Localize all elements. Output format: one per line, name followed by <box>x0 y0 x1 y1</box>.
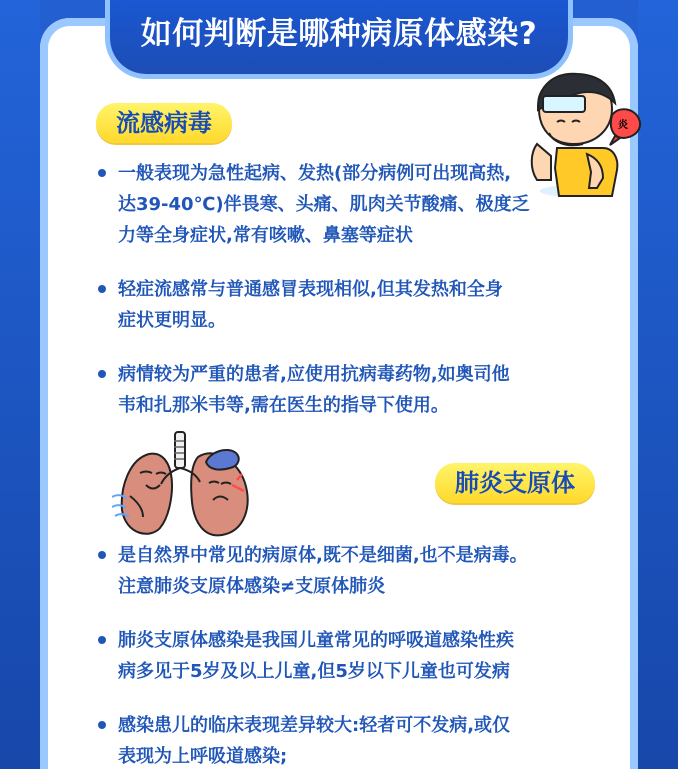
mycoplasma-bullet-2 <box>98 625 623 687</box>
influenza-bullet-1 <box>98 158 568 251</box>
title-banner <box>110 0 568 74</box>
sick-person-illustration <box>517 70 645 200</box>
bullet-text: 是自然界中常见的病原体,既不是细菌,也不是病毒。 注意肺炎支原体感染≠支原体肺炎 <box>118 545 528 597</box>
section-label-influenza: 流感病毒 <box>96 103 232 143</box>
bullet-dot-icon <box>98 285 106 293</box>
bullet-row <box>98 274 568 336</box>
sick-bubble-text: 炎 <box>618 120 628 131</box>
bullet-row <box>98 359 568 421</box>
lungs-illustration <box>112 428 262 543</box>
bullet-dot-icon <box>98 721 106 729</box>
mycoplasma-bullet-3 <box>98 710 623 769</box>
bullet-dot-icon <box>98 636 106 644</box>
bullet-dot-icon <box>98 169 106 177</box>
bullet-text: 肺炎支原体感染是我国儿童常见的呼吸道感染性疾 病多见于5岁及以上儿童,但5岁以下儿童也可发病 <box>118 630 514 682</box>
mycoplasma-bullet-1 <box>98 540 623 602</box>
bullet-text: 轻症流感常与普通感冒表现相似,但其发热和全身 症状更明显。 <box>118 279 503 331</box>
bullet-row <box>98 625 623 687</box>
bullet-dot-icon <box>98 370 106 378</box>
left-border-band <box>0 0 40 769</box>
bullet-row <box>98 540 623 602</box>
bullet-text: 一般表现为急性起病、发热(部分病例可出现高热, 达39-40℃)伴畏寒、头痛、肌肉关节酸痛、极度乏 力等全身症状,常有咳嗽、鼻塞等症状 <box>118 163 530 246</box>
section-label-mycoplasma: 肺炎支原体 <box>435 463 595 503</box>
influenza-bullet-3 <box>98 359 568 421</box>
bullet-dot-icon <box>98 551 106 559</box>
bullet-text: 感染患儿的临床表现差异较大:轻者可不发病,或仅 表现为上呼吸道感染; <box>118 715 511 767</box>
bullet-row <box>98 158 568 251</box>
bullet-row <box>98 710 623 769</box>
page-title: 如何判断是哪种病原体感染? <box>140 16 538 52</box>
influenza-bullet-2 <box>98 274 568 336</box>
bullet-text: 病情较为严重的患者,应使用抗病毒药物,如奥司他 韦和扎那米韦等,需在医生的指导下使用。 <box>118 364 510 416</box>
